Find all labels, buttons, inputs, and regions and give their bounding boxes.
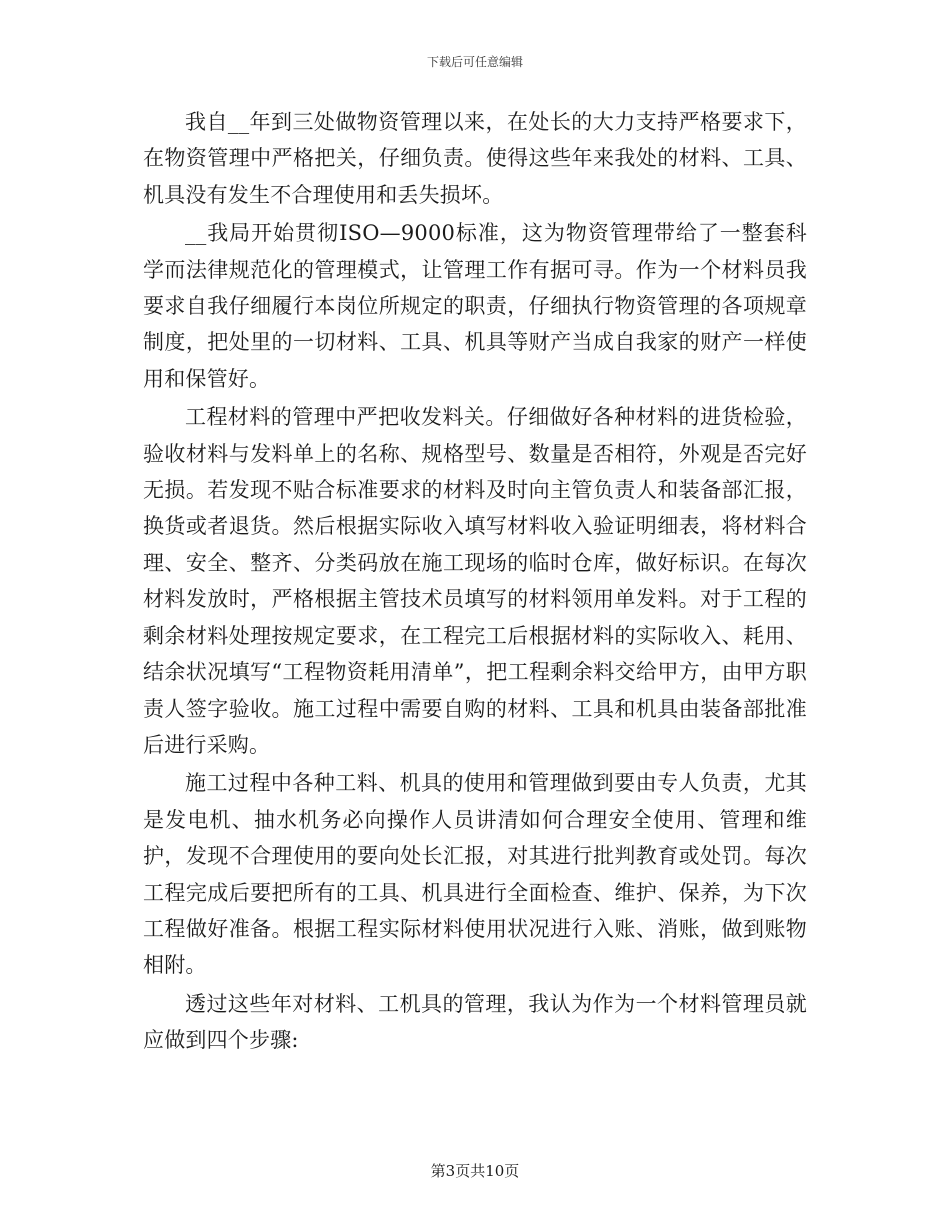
paragraph-1: 我自__年到三处做物资管理以来，在处长的大力支持严格要求下，在物资管理中严格把关，仔细负责。使得这些年来我处的材料、工具、机具没有发生不合理使用和丢失损坏。 xyxy=(143,110,807,207)
document-body xyxy=(143,104,807,1061)
paragraph-5: 透过这些年对材料、工机具的管理，我认为作为一个材料管理员就应做到四个步骤: xyxy=(143,991,807,1053)
paragraph-2: __我局开始贯彻ISO—9000标准，这为物资管理带给了一整套科学而法律规范化的管理模式，让管理工作有据可寻。作为一个材料员我要求自我仔细履行本岗位所规定的职责，仔细执行物资管理的各项规章制度，把处里的一切材料、工具、机具等财产当成自我家的财产一样使用和保管好。 xyxy=(143,221,807,391)
paragraph-4: 施工过程中各种工料、机具的使用和管理做到要由专人负责，尤其是发电机、抽水机务必向操作人员讲清如何合理安全使用、管理和维护，发现不合理使用的要向处长汇报，对其进行批判教育或处罚。每次工程完成后要把所有的工具、机具进行全面检查、维护、保养，为下次工程做好准备。根据工程实际材料使用状况进行入账、消账，做到账物相附。 xyxy=(143,771,807,978)
page-number: 第3页共10页 xyxy=(430,1162,520,1180)
page-header-note: 下载后可任意编辑 xyxy=(426,55,523,69)
paragraph-3: 工程材料的管理中严把收发料关。仔细做好各种材料的进货检验，验收材料与发料单上的名称、规格型号、数量是否相符，外观是否完好无损。若发现不贴合标准要求的材料及时向主管负责人和装备部汇报，换货或者退货。然后根据实际收入填写材料收入验证明细表，将材料合理、安全、整齐、分类码放在施工现场的临时仓库，做好标识。在每次材料发放时，严格根据主管技术员填写的材料领用单发料。对于工程的剩余材料处理按规定要求，在工程完工后根据材料的实际收入、耗用、结余状况填写“工程物资耗用清单”，把工程剩余料交给甲方，由甲方职责人签字验收。施工过程中需要自购的材料、工具和机具由装备部批准后进行采购。 xyxy=(143,405,807,757)
